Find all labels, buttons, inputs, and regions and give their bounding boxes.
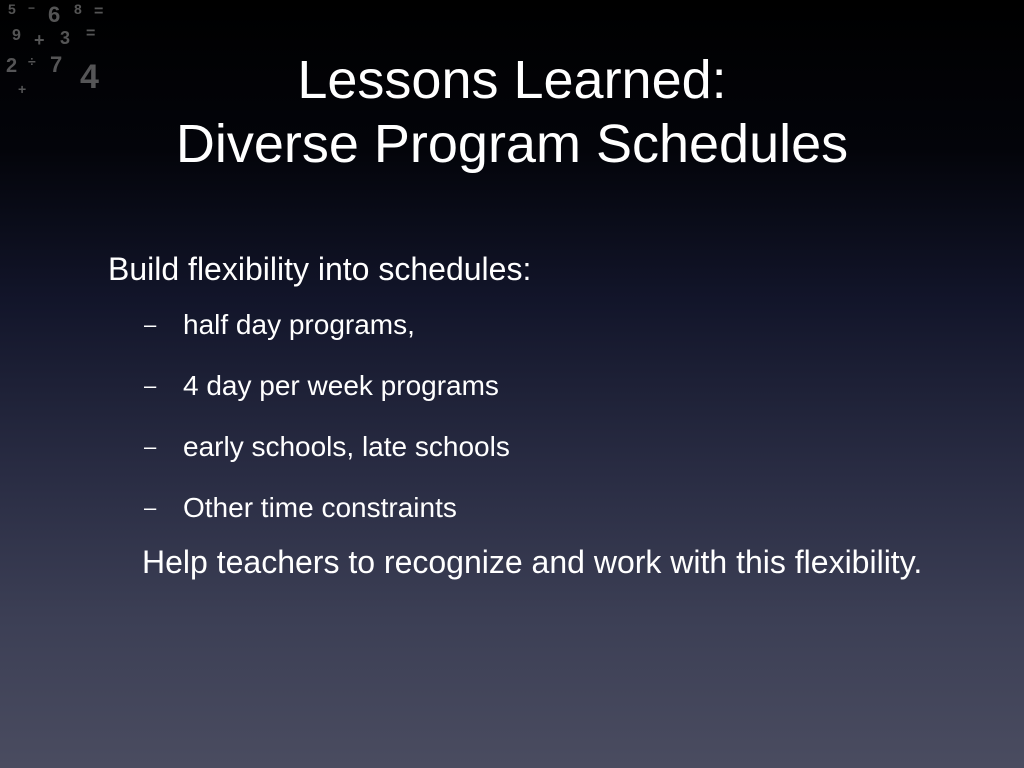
list-item xyxy=(108,430,968,464)
slide-title-line-1: Lessons Learned: xyxy=(297,50,727,110)
help-statement: Help teachers to recognize and work with this flexibility. xyxy=(142,544,923,580)
svg-text:+: + xyxy=(34,30,45,50)
list-item xyxy=(108,491,968,525)
svg-text:−: − xyxy=(28,1,36,15)
svg-text:7: 7 xyxy=(50,52,63,77)
slide-title xyxy=(0,48,1024,176)
slide-body xyxy=(108,248,968,582)
dash-bullet: – xyxy=(144,434,157,459)
svg-text:9: 9 xyxy=(12,27,21,44)
list-item xyxy=(108,308,968,342)
list-item-text: 4 day per week programs xyxy=(183,370,499,401)
svg-text:4: 4 xyxy=(80,58,99,96)
svg-text:6: 6 xyxy=(48,2,61,27)
list-item-text: Other time constraints xyxy=(183,492,457,523)
svg-text:5: 5 xyxy=(8,1,16,17)
dash-bullet: – xyxy=(144,373,157,398)
svg-text:8: 8 xyxy=(74,1,82,17)
list-item xyxy=(108,369,968,403)
schedule-options-list xyxy=(108,308,968,525)
svg-text:3: 3 xyxy=(60,28,71,48)
dash-bullet: – xyxy=(144,495,157,520)
svg-text:÷: ÷ xyxy=(28,53,36,69)
svg-text:+: + xyxy=(18,81,27,97)
list-item-text: half day programs, xyxy=(183,309,415,340)
lead-statement: Build flexibility into schedules: xyxy=(108,251,532,287)
dash-bullet: – xyxy=(144,312,157,337)
svg-text:2: 2 xyxy=(6,55,18,77)
svg-text:=: = xyxy=(86,25,96,42)
svg-text:=: = xyxy=(94,3,104,20)
slide-title-line-2: Diverse Program Schedules xyxy=(175,114,849,174)
list-item-text: early schools, late schools xyxy=(183,431,510,462)
